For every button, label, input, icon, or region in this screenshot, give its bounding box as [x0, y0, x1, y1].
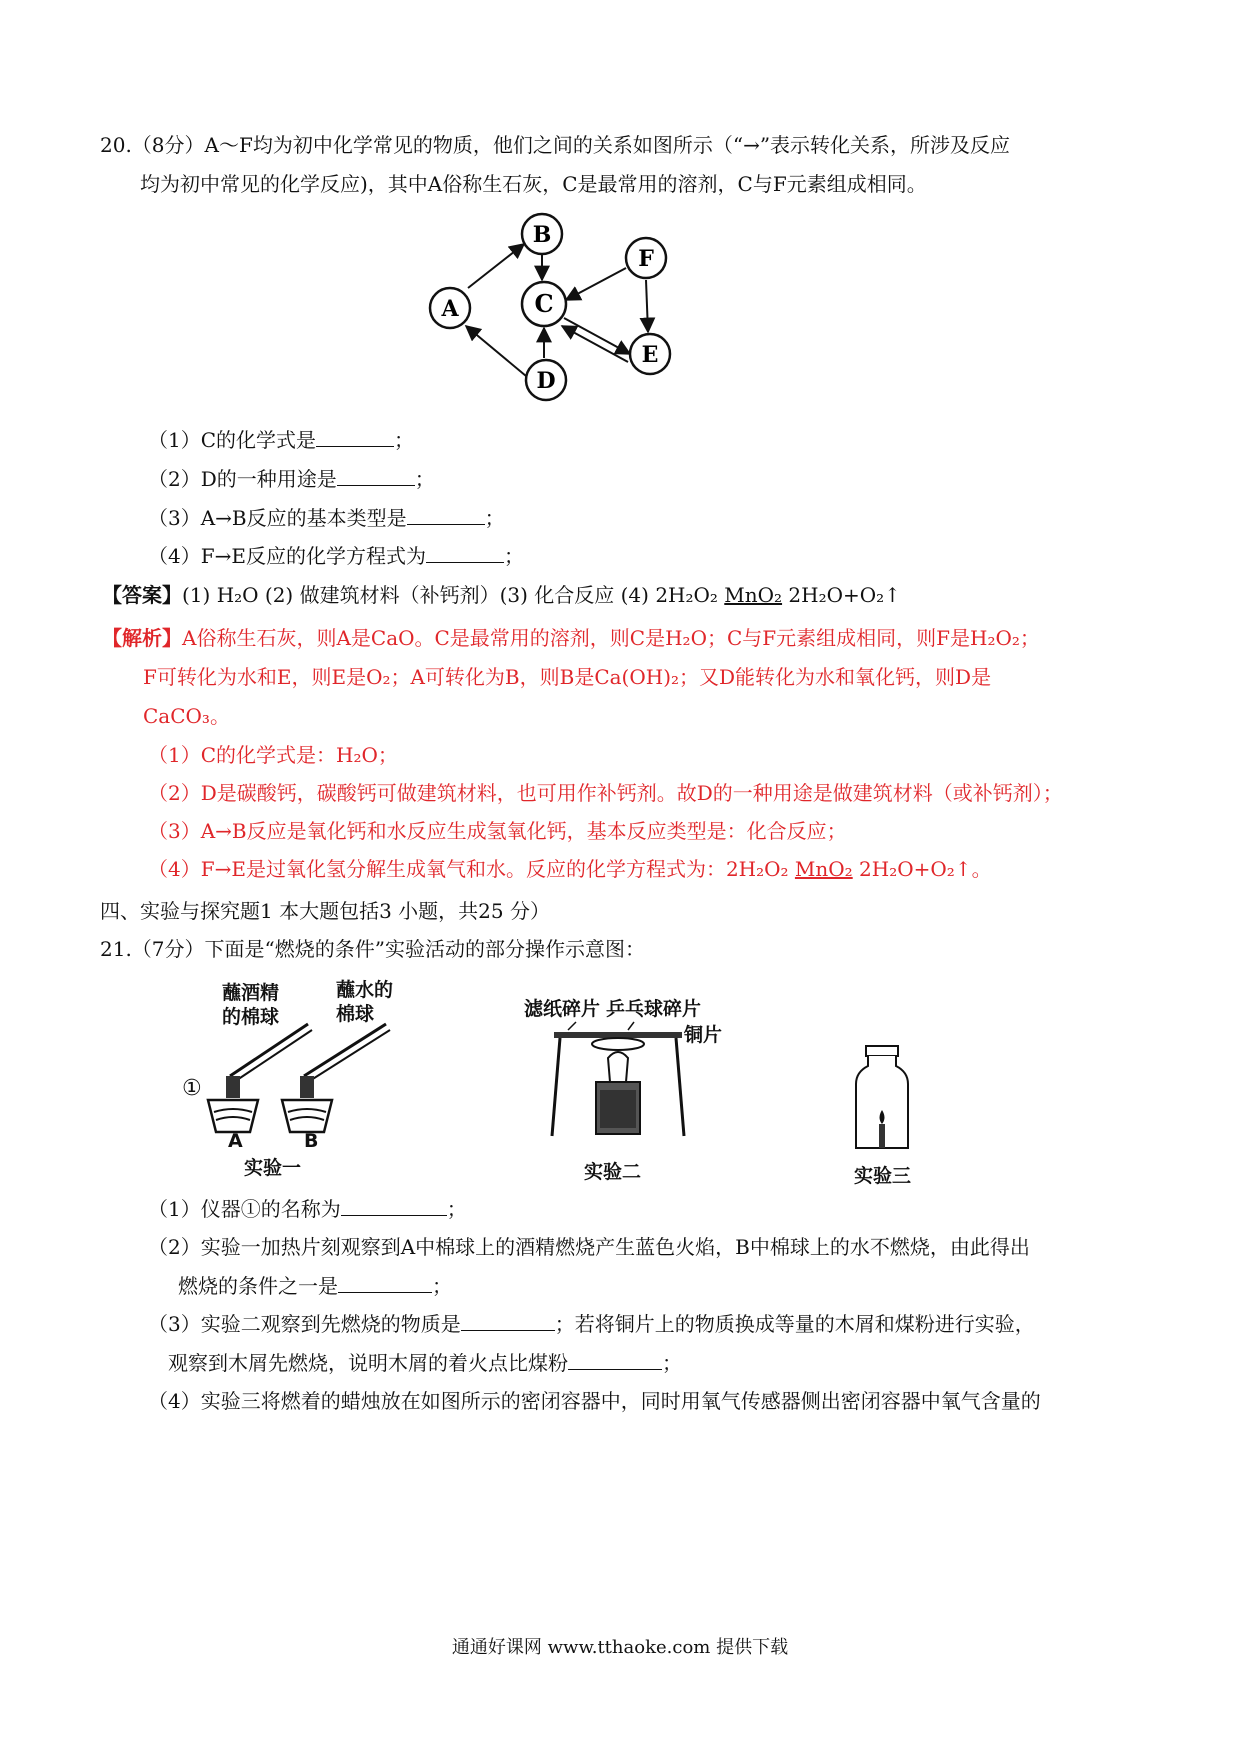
q20-sub4: （4）F→E反应的化学方程式为 ；: [148, 544, 524, 568]
node-e: [630, 334, 670, 374]
section-heading: 四、实验与探究题1 本大题包括3 小题，共25 分）: [100, 899, 550, 923]
analysis-tag: 【解析】: [102, 626, 182, 650]
experiment-two-figure: [548, 1020, 688, 1145]
arrow-f-to-e: [646, 280, 648, 332]
node-c: [522, 282, 566, 326]
answer-blank[interactable]: [407, 504, 485, 525]
relation-diagram: [420, 208, 690, 418]
arrow-f-to-c: [566, 268, 626, 300]
arrow-c-to-e: [564, 318, 630, 354]
answer-blank[interactable]: [337, 465, 415, 486]
analysis-line3: CaCO₃。: [143, 704, 230, 728]
q21-sub3-line1: （3）实验二观察到先燃烧的物质是 ；若将铜片上的物质换成等量的木屑和煤粉进行实验，: [148, 1312, 1035, 1336]
q21-sub2-line1: （2）实验一加热片刻观察到A中棉球上的酒精燃烧产生蓝色火焰，B中棉球上的水不燃烧，由此得出: [148, 1235, 1030, 1259]
q20-sub1: （1）C的化学式是 ；: [148, 428, 415, 452]
label-filter-paper: 滤纸碎片: [524, 998, 601, 1020]
q21-sub1: （1）仪器①的名称为 ；: [148, 1197, 467, 1221]
label-water-ball-1: 蘸水的: [336, 979, 394, 1001]
svg-text:E: E: [641, 342, 659, 368]
label-water-ball-2: 棉球: [336, 1003, 375, 1025]
label-a: A: [228, 1130, 243, 1152]
svg-text:D: D: [536, 368, 556, 394]
node-f: [626, 238, 666, 278]
q20-line2: 均为初中常见的化学反应)，其中A俗称生石灰，C是最常用的溶剂，C与F元素组成相同。: [140, 172, 927, 196]
q21-line1: 21.（7分）下面是“燃烧的条件”实验活动的部分操作示意图：: [100, 937, 645, 961]
answer-line: 【答案】(1) H₂O (2) 做建筑材料（补钙剂）(3) 化合反应 (4) 2H₂O₂ MnO₂ 2H₂O+O₂↑: [102, 583, 901, 607]
q21-sub4: （4）实验三将燃着的蜡烛放在如图所示的密闭容器中，同时用氧气传感器侧出密闭容器中氧气含量的: [148, 1389, 1041, 1413]
answer-blank[interactable]: [338, 1272, 432, 1293]
page-footer: 通通好课网 www.tthaoke.com 提供下载: [451, 1637, 789, 1658]
analysis-line2: F可转化为水和E，则E是O₂；A可转化为B，则B是Ca(OH)₂；又D能转化为水和氧化钙，则D是: [143, 665, 992, 689]
analysis-line4: （1）C的化学式是：H₂O；: [148, 743, 398, 767]
node-a: [430, 288, 470, 328]
q21-sub2-line2: 燃烧的条件之一是 ；: [178, 1274, 452, 1298]
answer-blank[interactable]: [426, 542, 504, 563]
label-alcohol-ball-1: 蘸酒精: [222, 982, 280, 1004]
caption-experiment-two: 实验二: [584, 1161, 642, 1183]
experiment-three-figure: [852, 1044, 912, 1154]
experiment-one-figure: [200, 1020, 400, 1140]
analysis-line6: （3）A→B反应是氧化钙和水反应生成氢氧化钙，基本反应类型是：化合反应；: [148, 819, 847, 843]
node-b: [522, 214, 562, 254]
analysis-line1: 【解析】A俗称生石灰，则A是CaO。C是最常用的溶剂，则C是H₂O；C与F元素组成相同，则F是H₂O₂；: [102, 626, 1040, 650]
caption-experiment-one: 实验一: [244, 1157, 302, 1179]
answer-blank[interactable]: [568, 1349, 662, 1370]
svg-text:B: B: [532, 222, 552, 248]
svg-text:A: A: [441, 296, 459, 322]
marker-1: ①: [182, 1076, 202, 1101]
answer-blank[interactable]: [461, 1310, 555, 1331]
answer-blank[interactable]: [341, 1195, 447, 1216]
label-b: B: [304, 1130, 319, 1152]
q20-sub3: （3）A→B反应的基本类型是 ；: [148, 506, 505, 530]
analysis-line7: （4）F→E是过氧化氢分解生成氧气和水。反应的化学方程式为：2H₂O₂ MnO₂ 2H₂O+O₂↑。: [148, 857, 992, 881]
arrow-e-to-c: [562, 326, 628, 362]
q20-line1: 20.（8分）A～F均为初中化学常见的物质，他们之间的关系如图所示（“→”表示转化关系，所涉及反应: [100, 133, 1011, 157]
q20-sub2: （2）D的一种用途是 ；: [148, 467, 435, 491]
node-d: [526, 360, 566, 400]
q21-sub3-line2: 观察到木屑先燃烧，说明木屑的着火点比煤粉 ；: [168, 1351, 682, 1375]
answer-tag: 【答案】: [102, 583, 182, 607]
answer-blank[interactable]: [316, 426, 394, 447]
arrow-d-to-a: [466, 326, 526, 376]
arrow-a-to-b: [468, 244, 524, 288]
caption-experiment-three: 实验三: [854, 1165, 912, 1187]
label-copper: 铜片: [684, 1024, 723, 1046]
analysis-line5: （2）D是碳酸钙，碳酸钙可做建筑材料，也可用作补钙剂。故D的一种用途是做建筑材料（或补钙剂）；: [148, 781, 1063, 805]
svg-text:C: C: [534, 289, 554, 318]
svg-text:F: F: [638, 246, 654, 272]
label-pingpong: 乒乓球碎片: [606, 998, 702, 1020]
label-alcohol-ball-2: 的棉球: [222, 1006, 280, 1028]
